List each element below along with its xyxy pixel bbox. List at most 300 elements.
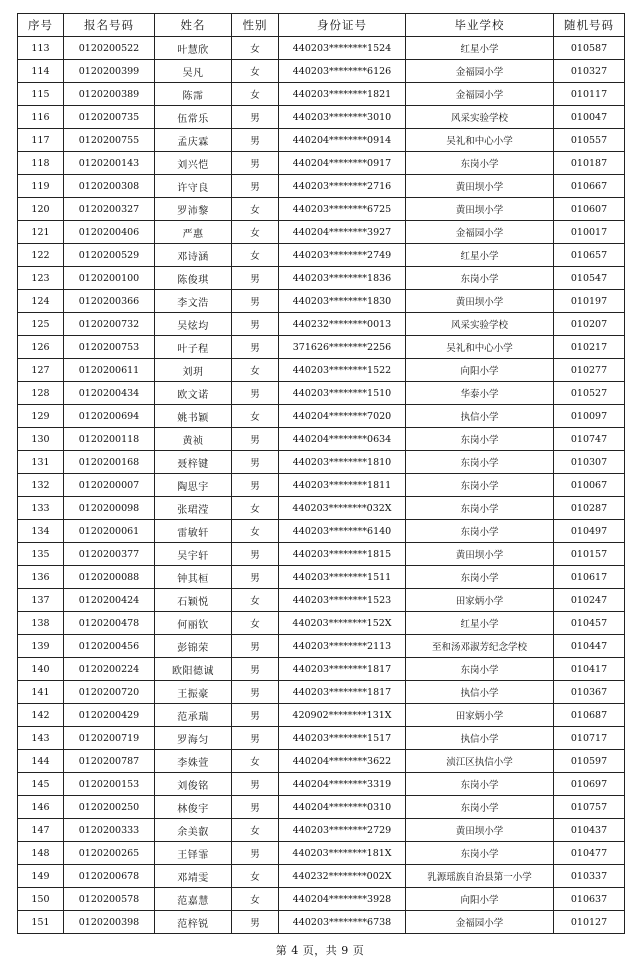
cell-id-no: 440232********0013 (279, 313, 406, 336)
cell-id-no: 440203********6140 (279, 520, 406, 543)
table-header (18, 14, 625, 37)
col-header-random-no: 随机号码 (554, 14, 625, 37)
cell-gender: 男 (232, 911, 279, 934)
table-row (18, 313, 625, 336)
cell-seq: 137 (18, 589, 64, 612)
cell-gender: 男 (232, 681, 279, 704)
cell-id-no: 440203********1524 (279, 37, 406, 60)
cell-random-no: 010597 (554, 750, 625, 773)
cell-name: 王振豪 (155, 681, 232, 704)
cell-random-no: 010497 (554, 520, 625, 543)
cell-name: 吴炫均 (155, 313, 232, 336)
cell-id-no: 440203********1510 (279, 382, 406, 405)
cell-name: 罗海匀 (155, 727, 232, 750)
cell-random-no: 010457 (554, 612, 625, 635)
table-row (18, 543, 625, 566)
cell-reg-no: 0120200720 (64, 681, 155, 704)
cell-random-no: 010097 (554, 405, 625, 428)
cell-reg-no: 0120200787 (64, 750, 155, 773)
cell-random-no: 010667 (554, 175, 625, 198)
cell-random-no: 010047 (554, 106, 625, 129)
cell-school: 吴礼和中心小学 (406, 129, 554, 152)
cell-gender: 男 (232, 796, 279, 819)
cell-random-no: 010747 (554, 428, 625, 451)
cell-name: 吴宇轩 (155, 543, 232, 566)
cell-gender: 女 (232, 865, 279, 888)
table-body (18, 37, 625, 934)
cell-id-no: 440203********1522 (279, 359, 406, 382)
cell-seq: 143 (18, 727, 64, 750)
cell-random-no: 010187 (554, 152, 625, 175)
table-row (18, 290, 625, 313)
cell-seq: 122 (18, 244, 64, 267)
cell-school: 田家炳小学 (406, 704, 554, 727)
cell-reg-no: 0120200061 (64, 520, 155, 543)
cell-random-no: 010247 (554, 589, 625, 612)
cell-school: 红星小学 (406, 612, 554, 635)
table-row (18, 336, 625, 359)
cell-seq: 115 (18, 83, 64, 106)
cell-seq: 123 (18, 267, 64, 290)
cell-random-no: 010637 (554, 888, 625, 911)
table-row (18, 658, 625, 681)
cell-id-no: 440203********1811 (279, 474, 406, 497)
cell-school: 东岗小学 (406, 773, 554, 796)
cell-seq: 120 (18, 198, 64, 221)
cell-random-no: 010717 (554, 727, 625, 750)
cell-seq: 140 (18, 658, 64, 681)
cell-gender: 男 (232, 106, 279, 129)
cell-gender: 女 (232, 819, 279, 842)
cell-school: 风采实验学校 (406, 106, 554, 129)
cell-id-no: 440203********2749 (279, 244, 406, 267)
table-row (18, 520, 625, 543)
cell-gender: 女 (232, 198, 279, 221)
cell-name: 张珺滢 (155, 497, 232, 520)
table-row (18, 842, 625, 865)
cell-reg-no: 0120200153 (64, 773, 155, 796)
cell-school: 东岗小学 (406, 497, 554, 520)
cell-reg-no: 0120200529 (64, 244, 155, 267)
cell-school: 东岗小学 (406, 658, 554, 681)
cell-gender: 男 (232, 474, 279, 497)
cell-gender: 男 (232, 842, 279, 865)
cell-name: 雷敏轩 (155, 520, 232, 543)
cell-random-no: 010127 (554, 911, 625, 934)
table-row (18, 221, 625, 244)
page-number: 第 4 页，共 9 页 (275, 944, 365, 957)
table-row (18, 750, 625, 773)
cell-name: 陈霈 (155, 83, 232, 106)
cell-reg-no: 0120200366 (64, 290, 155, 313)
cell-school: 向阳小学 (406, 888, 554, 911)
cell-gender: 男 (232, 152, 279, 175)
cell-id-no: 440204********0310 (279, 796, 406, 819)
table-row (18, 60, 625, 83)
cell-random-no: 010327 (554, 60, 625, 83)
cell-id-no: 440203********6126 (279, 60, 406, 83)
table-row (18, 865, 625, 888)
cell-gender: 男 (232, 267, 279, 290)
cell-random-no: 010017 (554, 221, 625, 244)
cell-random-no: 010697 (554, 773, 625, 796)
cell-random-no: 010307 (554, 451, 625, 474)
cell-id-no: 440204********3319 (279, 773, 406, 796)
cell-id-no: 440204********0634 (279, 428, 406, 451)
col-header-name: 姓名 (155, 14, 232, 37)
cell-id-no: 440203********181X (279, 842, 406, 865)
cell-school: 东岗小学 (406, 267, 554, 290)
col-header-reg-no: 报名号码 (64, 14, 155, 37)
table-row (18, 589, 625, 612)
table-row (18, 382, 625, 405)
cell-id-no: 440203********3010 (279, 106, 406, 129)
cell-random-no: 010337 (554, 865, 625, 888)
cell-seq: 119 (18, 175, 64, 198)
cell-seq: 148 (18, 842, 64, 865)
cell-school: 东岗小学 (406, 566, 554, 589)
cell-gender: 男 (232, 290, 279, 313)
cell-id-no: 440203********1836 (279, 267, 406, 290)
cell-school: 东岗小学 (406, 520, 554, 543)
cell-name: 陈俊琪 (155, 267, 232, 290)
cell-gender: 男 (232, 175, 279, 198)
cell-id-no: 420902********131X (279, 704, 406, 727)
cell-reg-no: 0120200168 (64, 451, 155, 474)
cell-reg-no: 0120200753 (64, 336, 155, 359)
cell-random-no: 010067 (554, 474, 625, 497)
cell-id-no: 440203********152X (279, 612, 406, 635)
cell-school: 执信小学 (406, 727, 554, 750)
cell-reg-no: 0120200308 (64, 175, 155, 198)
cell-random-no: 010477 (554, 842, 625, 865)
cell-school: 东岗小学 (406, 474, 554, 497)
cell-gender: 女 (232, 888, 279, 911)
cell-seq: 147 (18, 819, 64, 842)
cell-seq: 128 (18, 382, 64, 405)
table-row (18, 612, 625, 635)
table-row (18, 727, 625, 750)
table-row (18, 83, 625, 106)
cell-seq: 117 (18, 129, 64, 152)
cell-name: 罗沛黎 (155, 198, 232, 221)
cell-name: 李姝萱 (155, 750, 232, 773)
cell-random-no: 010607 (554, 198, 625, 221)
cell-gender: 女 (232, 405, 279, 428)
cell-gender: 女 (232, 589, 279, 612)
cell-gender: 男 (232, 704, 279, 727)
table-row (18, 198, 625, 221)
cell-random-no: 010687 (554, 704, 625, 727)
cell-name: 欧文诺 (155, 382, 232, 405)
cell-id-no: 440204********3622 (279, 750, 406, 773)
cell-gender: 男 (232, 336, 279, 359)
cell-seq: 139 (18, 635, 64, 658)
cell-school: 华泰小学 (406, 382, 554, 405)
cell-school: 黄田坝小学 (406, 198, 554, 221)
cell-name: 姚书颖 (155, 405, 232, 428)
cell-name: 范嘉慧 (155, 888, 232, 911)
cell-reg-no: 0120200478 (64, 612, 155, 635)
cell-school: 执信小学 (406, 681, 554, 704)
cell-id-no: 440204********3927 (279, 221, 406, 244)
cell-reg-no: 0120200429 (64, 704, 155, 727)
cell-reg-no: 0120200522 (64, 37, 155, 60)
cell-id-no: 440203********1830 (279, 290, 406, 313)
cell-name: 孟庆霖 (155, 129, 232, 152)
table-row (18, 819, 625, 842)
table-row (18, 106, 625, 129)
cell-gender: 女 (232, 359, 279, 382)
cell-gender: 男 (232, 313, 279, 336)
cell-gender: 女 (232, 520, 279, 543)
cell-name: 叶慧欣 (155, 37, 232, 60)
cell-name: 王铎霏 (155, 842, 232, 865)
cell-gender: 男 (232, 635, 279, 658)
cell-reg-no: 0120200265 (64, 842, 155, 865)
cell-reg-no: 0120200424 (64, 589, 155, 612)
cell-id-no: 440203********2113 (279, 635, 406, 658)
col-header-seq: 序号 (18, 14, 64, 37)
cell-name: 黄祯 (155, 428, 232, 451)
cell-id-no: 440203********1817 (279, 681, 406, 704)
cell-random-no: 010557 (554, 129, 625, 152)
cell-school: 红星小学 (406, 37, 554, 60)
cell-name: 刘俊铭 (155, 773, 232, 796)
cell-school: 黄田坝小学 (406, 543, 554, 566)
cell-school: 金福园小学 (406, 221, 554, 244)
cell-reg-no: 0120200399 (64, 60, 155, 83)
cell-reg-no: 0120200456 (64, 635, 155, 658)
cell-name: 聂梓键 (155, 451, 232, 474)
cell-name: 伍常乐 (155, 106, 232, 129)
cell-name: 石颖悦 (155, 589, 232, 612)
cell-random-no: 010277 (554, 359, 625, 382)
cell-reg-no: 0120200007 (64, 474, 155, 497)
cell-school: 东岗小学 (406, 796, 554, 819)
cell-id-no: 440203********1523 (279, 589, 406, 612)
cell-seq: 138 (18, 612, 64, 635)
cell-seq: 127 (18, 359, 64, 382)
table-row (18, 267, 625, 290)
cell-random-no: 010437 (554, 819, 625, 842)
cell-id-no: 440203********1821 (279, 83, 406, 106)
cell-seq: 142 (18, 704, 64, 727)
cell-name: 林俊宇 (155, 796, 232, 819)
table-row (18, 911, 625, 934)
cell-id-no: 440203********1517 (279, 727, 406, 750)
table-row (18, 497, 625, 520)
cell-random-no: 010527 (554, 382, 625, 405)
cell-id-no: 440204********0917 (279, 152, 406, 175)
cell-seq: 131 (18, 451, 64, 474)
cell-reg-no: 0120200088 (64, 566, 155, 589)
cell-school: 田家炳小学 (406, 589, 554, 612)
cell-seq: 136 (18, 566, 64, 589)
table-row (18, 37, 625, 60)
cell-gender: 男 (232, 727, 279, 750)
cell-seq: 130 (18, 428, 64, 451)
cell-seq: 141 (18, 681, 64, 704)
table-row (18, 635, 625, 658)
table-row (18, 405, 625, 428)
cell-id-no: 440204********3928 (279, 888, 406, 911)
cell-reg-no: 0120200578 (64, 888, 155, 911)
cell-school: 东岗小学 (406, 451, 554, 474)
cell-reg-no: 0120200098 (64, 497, 155, 520)
cell-school: 东岗小学 (406, 842, 554, 865)
cell-id-no: 440203********1511 (279, 566, 406, 589)
cell-name: 吴凡 (155, 60, 232, 83)
cell-seq: 114 (18, 60, 64, 83)
table-row (18, 704, 625, 727)
cell-school: 金福园小学 (406, 83, 554, 106)
cell-seq: 125 (18, 313, 64, 336)
cell-random-no: 010587 (554, 37, 625, 60)
cell-id-no: 440203********1815 (279, 543, 406, 566)
col-header-school: 毕业学校 (406, 14, 554, 37)
cell-id-no: 440232********002X (279, 865, 406, 888)
cell-id-no: 440203********1817 (279, 658, 406, 681)
cell-seq: 121 (18, 221, 64, 244)
cell-id-no: 440203********1810 (279, 451, 406, 474)
cell-school: 东岗小学 (406, 152, 554, 175)
cell-random-no: 010287 (554, 497, 625, 520)
cell-school: 至和汤邓淑芳纪念学校 (406, 635, 554, 658)
cell-name: 叶子程 (155, 336, 232, 359)
cell-gender: 女 (232, 497, 279, 520)
cell-id-no: 440203********2729 (279, 819, 406, 842)
cell-gender: 男 (232, 773, 279, 796)
cell-random-no: 010157 (554, 543, 625, 566)
table-row (18, 681, 625, 704)
cell-reg-no: 0120200224 (64, 658, 155, 681)
cell-gender: 女 (232, 612, 279, 635)
col-header-gender: 性别 (232, 14, 279, 37)
cell-reg-no: 0120200732 (64, 313, 155, 336)
table-row (18, 566, 625, 589)
cell-name: 余美叡 (155, 819, 232, 842)
cell-gender: 女 (232, 60, 279, 83)
cell-school: 风采实验学校 (406, 313, 554, 336)
cell-seq: 151 (18, 911, 64, 934)
cell-reg-no: 0120200377 (64, 543, 155, 566)
cell-seq: 126 (18, 336, 64, 359)
cell-name: 何丽钦 (155, 612, 232, 635)
table-row (18, 175, 625, 198)
cell-name: 许守良 (155, 175, 232, 198)
cell-reg-no: 0120200434 (64, 382, 155, 405)
cell-id-no: 440203********2716 (279, 175, 406, 198)
cell-school: 黄田坝小学 (406, 175, 554, 198)
col-header-id-no: 身份证号 (279, 14, 406, 37)
cell-school: 红星小学 (406, 244, 554, 267)
cell-seq: 149 (18, 865, 64, 888)
cell-seq: 134 (18, 520, 64, 543)
cell-name: 范梓锐 (155, 911, 232, 934)
cell-seq: 129 (18, 405, 64, 428)
cell-name: 邓诗涵 (155, 244, 232, 267)
cell-reg-no: 0120200118 (64, 428, 155, 451)
cell-reg-no: 0120200719 (64, 727, 155, 750)
cell-gender: 男 (232, 543, 279, 566)
cell-gender: 女 (232, 37, 279, 60)
cell-gender: 女 (232, 750, 279, 773)
cell-reg-no: 0120200143 (64, 152, 155, 175)
cell-name: 刘兴恺 (155, 152, 232, 175)
table-row (18, 428, 625, 451)
cell-seq: 133 (18, 497, 64, 520)
cell-seq: 146 (18, 796, 64, 819)
cell-id-no: 440204********0914 (279, 129, 406, 152)
cell-gender: 男 (232, 566, 279, 589)
cell-seq: 124 (18, 290, 64, 313)
cell-seq: 132 (18, 474, 64, 497)
cell-random-no: 010367 (554, 681, 625, 704)
cell-seq: 145 (18, 773, 64, 796)
cell-name: 欧阳德诚 (155, 658, 232, 681)
cell-seq: 118 (18, 152, 64, 175)
table-row (18, 474, 625, 497)
cell-school: 执信小学 (406, 405, 554, 428)
cell-gender: 女 (232, 244, 279, 267)
cell-gender: 男 (232, 428, 279, 451)
cell-school: 吴礼和中心小学 (406, 336, 554, 359)
cell-name: 范承瑞 (155, 704, 232, 727)
cell-name: 钟其桓 (155, 566, 232, 589)
cell-random-no: 010197 (554, 290, 625, 313)
table-row (18, 451, 625, 474)
cell-school: 向阳小学 (406, 359, 554, 382)
cell-random-no: 010447 (554, 635, 625, 658)
cell-gender: 女 (232, 83, 279, 106)
cell-random-no: 010757 (554, 796, 625, 819)
table-row (18, 129, 625, 152)
cell-seq: 144 (18, 750, 64, 773)
cell-reg-no: 0120200678 (64, 865, 155, 888)
cell-reg-no: 0120200398 (64, 911, 155, 934)
cell-id-no: 371626********2256 (279, 336, 406, 359)
cell-name: 严惠 (155, 221, 232, 244)
cell-random-no: 010657 (554, 244, 625, 267)
cell-reg-no: 0120200327 (64, 198, 155, 221)
cell-seq: 116 (18, 106, 64, 129)
cell-random-no: 010217 (554, 336, 625, 359)
table-row (18, 359, 625, 382)
cell-id-no: 440204********7020 (279, 405, 406, 428)
cell-random-no: 010617 (554, 566, 625, 589)
cell-name: 刘玥 (155, 359, 232, 382)
table-row (18, 888, 625, 911)
cell-name: 彭锦荣 (155, 635, 232, 658)
cell-school: 黄田坝小学 (406, 290, 554, 313)
cell-school: 浈江区执信小学 (406, 750, 554, 773)
cell-random-no: 010207 (554, 313, 625, 336)
cell-reg-no: 0120200333 (64, 819, 155, 842)
table-row (18, 796, 625, 819)
cell-gender: 男 (232, 658, 279, 681)
cell-name: 李文浩 (155, 290, 232, 313)
header-row (18, 14, 625, 37)
cell-gender: 男 (232, 451, 279, 474)
cell-gender: 男 (232, 129, 279, 152)
cell-gender: 男 (232, 382, 279, 405)
cell-name: 陶思宇 (155, 474, 232, 497)
table-row (18, 152, 625, 175)
cell-seq: 113 (18, 37, 64, 60)
cell-random-no: 010117 (554, 83, 625, 106)
cell-name: 邓靖雯 (155, 865, 232, 888)
